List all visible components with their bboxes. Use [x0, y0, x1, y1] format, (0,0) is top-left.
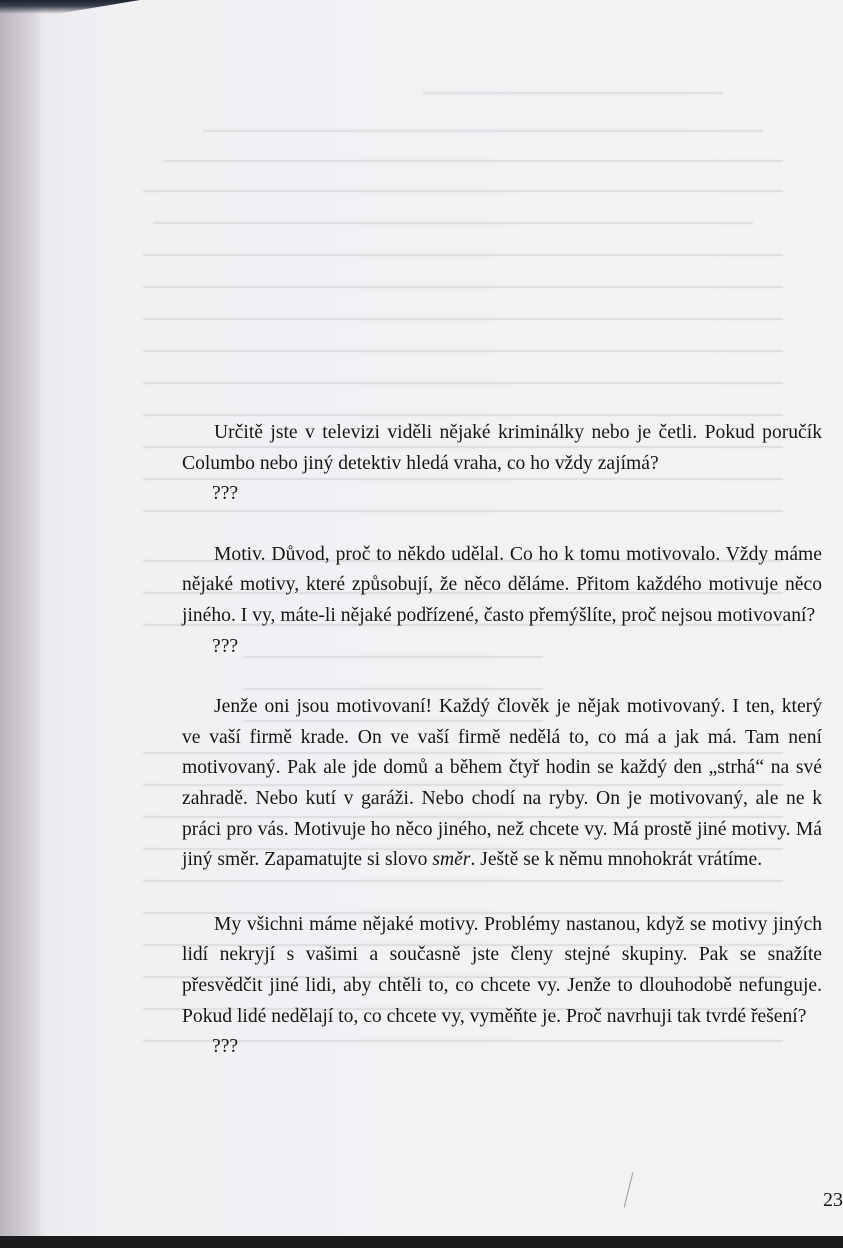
paragraph-3-text: Jenže oni jsou motivovaní! Každý člověk je nějak motivovaný. I ten, který ve vaší firmě krade. On ve vaší firmě nedělá to, co má a jak má. Tam není motivovaný. Pak ale jde domů a během čtyř hodin se každý den „strhá“ na své zahradě. Nebo kutí v garáži. Nebo chodí na ryby. On je motivovaný, ale ne k práci pro vás. Motivuje ho něco jiného, než chcete vy. Má prostě jiné motivy. Má jiný směr. Zapamatujte si slovo — [182, 696, 822, 871]
page-number: 23 — [823, 1189, 843, 1211]
question-marks-3: ??? — [212, 1036, 239, 1058]
question-marks-2: ??? — [212, 635, 239, 657]
paragraph-3 — [182, 692, 822, 876]
question-marks-1: ??? — [212, 483, 239, 505]
body-text — [182, 418, 822, 1063]
emphasis-word: směr — [432, 849, 471, 871]
paragraph-3-text-end: . Ještě se k němu mnohokrát vrátíme. — [470, 849, 763, 871]
paragraph-2: Motiv. Důvod, proč to někdo udělal. Co ho k tomu motivovalo. Vždy máme nějaké motivy, které způsobují, že něco děláme. Přitom každého motivuje něco jiného. I vy, máte-li nějaké podřízené, často přemýšlíte, proč nejsou motivovaní? — [182, 543, 822, 626]
paragraph-1: Určitě jste v televizi viděli nějaké kriminálky nebo je četli. Pokud poručík Columbo nebo jiný detektiv hledá vraha, co ho vždy zajímá? — [182, 422, 822, 474]
paragraph-4: My všichni máme nějaké motivy. Problémy nastanou, když se motivy jiných lidí nekryjí s vašimi a současně jste členy stejné skupiny. Pak se snažíte přesvědčit jiné lidi, aby chtěli to, co chcete vy. Jenže to dlouhodobě nefunguje. Pokud lidé nedělají to, co chcete vy, vyměňte je. Proč navrhuji tak tvrdé řešení? — [182, 913, 822, 1027]
scan-bottom-edge — [0, 1236, 843, 1248]
